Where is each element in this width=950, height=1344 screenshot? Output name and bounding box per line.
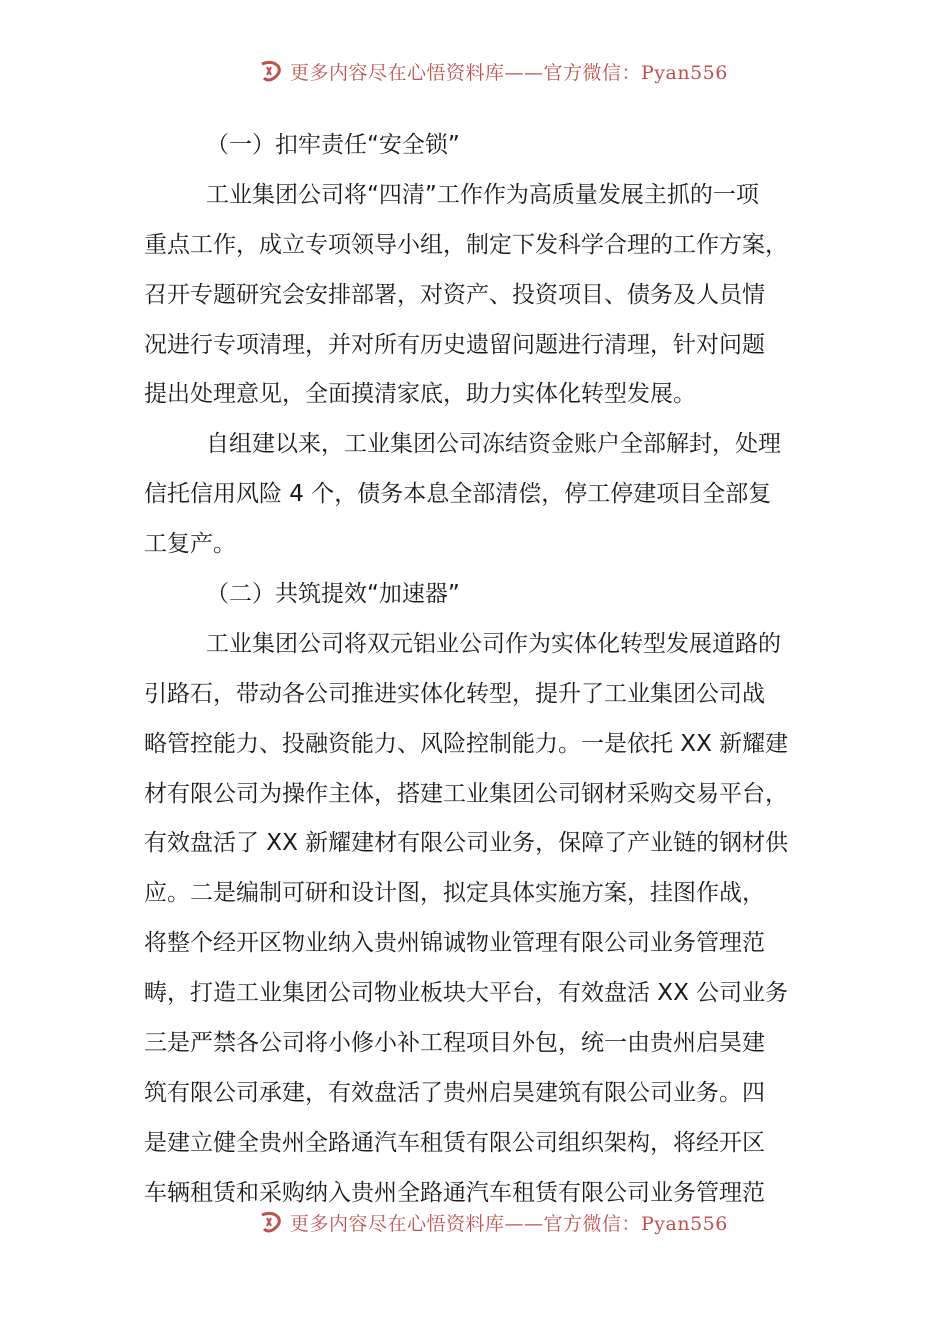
paragraph-line: 将整个经开区物业纳入贵州锦诚物业管理有限公司业务管理范 <box>144 930 765 957</box>
paragraph-line: 引路石，带动各公司推进实体化转型，提升了工业集团公司战 <box>144 680 765 707</box>
logo-icon <box>258 1209 284 1235</box>
paragraph-line: 提出处理意见，全面摸清家底，助力实体化转型发展。 <box>144 381 696 408</box>
paragraph-line: 车辆租赁和采购纳入贵州全路通汽车租赁有限公司业务管理范 <box>144 1179 765 1206</box>
paragraph-line: 是建立健全贵州全路通汽车租赁有限公司组织架构，将经开区 <box>144 1129 765 1156</box>
paragraph-line: 工复产。 <box>144 531 236 558</box>
document-body <box>144 121 816 1219</box>
paragraph-line: 筑有限公司承建，有效盘活了贵州启昊建筑有限公司业务。四 <box>144 1079 765 1106</box>
paragraph-line: 自组建以来，工业集团公司冻结资金账户全部解封，处理 <box>206 431 781 458</box>
section-heading-2: （二）共筑提效“加速器” <box>206 581 460 608</box>
paragraph-line: 应。二是编制可研和设计图，拟定具体实施方案，挂图作战， <box>144 880 765 907</box>
section-heading-1: （一）扣牢责任“安全锁” <box>206 132 460 158</box>
paragraph-line: 工业集团公司将双元铝业公司作为实体化转型发展道路的 <box>206 630 781 657</box>
watermark-bottom <box>258 1209 728 1235</box>
paragraph-line: 三是严禁各公司将小修小补工程项目外包，统一由贵州启昊建 <box>144 1030 765 1057</box>
paragraph-line: 信托信用风险 4 个，债务本息全部清偿，停工停建项目全部复 <box>144 481 772 508</box>
paragraph-line: 有效盘活了 XX 新耀建材有限公司业务，保障了产业链的钢材供 <box>144 830 789 857</box>
paragraph-line: 工业集团公司将“四清”工作作为高质量发展主抓的一项 <box>206 181 759 208</box>
paragraph-line: 略管控能力、投融资能力、风险控制能力。一是依托 XX 新耀建 <box>144 730 789 757</box>
watermark-top <box>258 58 728 84</box>
logo-icon <box>258 58 284 84</box>
watermark-text: 更多内容尽在心悟资料库——官方微信：Pyan556 <box>290 1212 728 1235</box>
watermark-text: 更多内容尽在心悟资料库——官方微信：Pyan556 <box>290 61 728 84</box>
paragraph-line: 材有限公司为操作主体，搭建工业集团公司钢材采购交易平台， <box>144 780 788 807</box>
paragraph-line: 召开专题研究会安排部署，对资产、投资项目、债务及人员情 <box>144 281 765 308</box>
paragraph-line: 畴，打造工业集团公司物业板块大平台，有效盘活 XX 公司业务 <box>144 980 789 1007</box>
paragraph-line: 况进行专项清理，并对所有历史遗留问题进行清理，针对问题 <box>144 331 765 358</box>
paragraph-line: 重点工作，成立专项领导小组，制定下发科学合理的工作方案， <box>144 231 788 258</box>
